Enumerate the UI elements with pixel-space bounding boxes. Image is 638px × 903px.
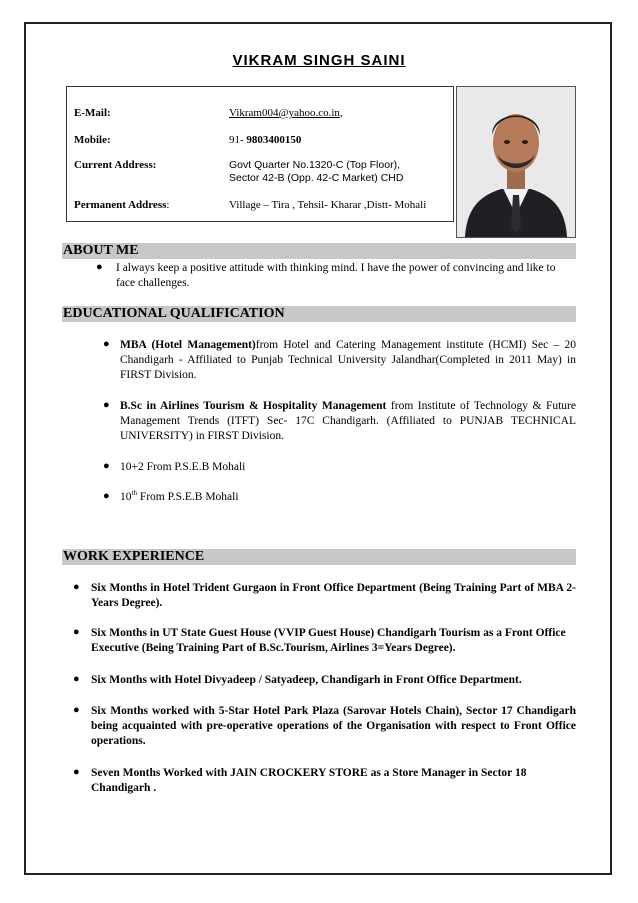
bullet-icon: ●	[73, 766, 80, 778]
bullet-icon: ●	[73, 626, 80, 638]
profile-photo-illustration	[457, 87, 575, 237]
email-label: E-Mail:	[74, 107, 111, 119]
email-value-wrap	[229, 107, 454, 120]
candidate-name: VIKRAM SINGH SAINI	[232, 52, 406, 69]
permanent-address-label-wrap	[74, 199, 169, 211]
education-detail: from Hotel and Catering Management institute (HCMI) Sec – 20 Chandigarh - Affiliated to Punjab Technical University Jalandhar(Completed in 2011 May) in FIRST Division.	[120, 339, 576, 381]
mobile-label: Mobile:	[74, 134, 111, 146]
permanent-address-label: Permanent Address	[74, 199, 167, 211]
bullet-icon: ●	[73, 673, 80, 685]
current-address-line2: Sector 42-B (Opp. 42-C Market) CHD	[229, 172, 404, 184]
education-level-sup: th	[131, 489, 137, 498]
mobile-prefix: 91-	[229, 134, 247, 146]
profile-photo	[456, 86, 576, 238]
current-address-line1: Govt Quarter No.1320-C (Top Floor),	[229, 159, 400, 171]
work-item-text: Seven Months Worked with JAIN CROCKERY STORE as a Store Manager in Sector 18 Chandigarh .	[91, 767, 527, 794]
education-degree: MBA (Hotel Management)	[120, 339, 256, 351]
permanent-address-colon: :	[166, 199, 170, 211]
mobile-number: 9803400150	[246, 134, 302, 146]
current-address-value	[229, 159, 454, 185]
contact-box	[66, 86, 454, 222]
education-degree: B.Sc in Airlines Tourism & Hospitality Management	[120, 400, 387, 412]
bullet-icon: ●	[103, 338, 110, 350]
work-heading: WORK EXPERIENCE	[62, 549, 576, 565]
email-suffix: ,	[339, 107, 343, 119]
education-item-text	[120, 338, 576, 383]
bullet-icon: ●	[73, 581, 80, 593]
permanent-address-value: Village – Tira , Tehsil- Kharar ,Distt- Mohali	[229, 199, 427, 211]
work-item-text: Six Months worked with 5-Star Hotel Park Plaza (Sarovar Hotels Chain), Sector 17 Chandigarh being acquainted with pre-operative operations of the Organisation with respect to Front Office operations.	[91, 705, 576, 747]
email-link[interactable]: Vikram004@yahoo.co.in	[229, 107, 340, 119]
about-text: I always keep a positive attitude with thinking mind. I have the power of convincing and like to face challenges.	[116, 262, 556, 289]
bullet-icon: ●	[96, 261, 103, 273]
work-item-text: Six Months in UT State Guest House (VVIP Guest House) Chandigarh Tourism as a Front Office Executive (Being Training Part of B.Sc.Tourism, Airlines 3=Years Degree).	[91, 627, 566, 654]
education-item-text	[120, 399, 576, 444]
work-item-text: Six Months with Hotel Divyadeep / Satyadeep, Chandigarh in Front Office Department.	[91, 674, 522, 686]
mobile-value-wrap	[229, 134, 454, 147]
education-detail: from Institute of Technology & Future Management Trends (ITFT) Sec- 17C Chandigarh. (Affiliated to PUNJAB TECHNICAL UNIVERSITY) in FIRST Division.	[120, 400, 576, 442]
bullet-icon: ●	[73, 704, 80, 716]
about-heading: ABOUT ME	[62, 243, 576, 259]
work-item-text: Six Months in Hotel Trident Gurgaon in Front Office Department (Being Training Part of MBA 2-Years Degree).	[91, 582, 576, 609]
bullet-icon: ●	[103, 460, 110, 472]
education-item-text: 10+2 From P.S.E.B Mohali	[120, 461, 246, 473]
education-level: 10	[120, 491, 132, 503]
bullet-icon: ●	[103, 399, 110, 411]
education-heading: EDUCATIONAL QUALIFICATION	[62, 306, 576, 322]
education-item-text	[120, 490, 576, 505]
current-address-label: Current Address:	[74, 159, 157, 171]
education-board: From P.S.E.B Mohali	[136, 491, 239, 503]
bullet-icon: ●	[103, 490, 110, 502]
